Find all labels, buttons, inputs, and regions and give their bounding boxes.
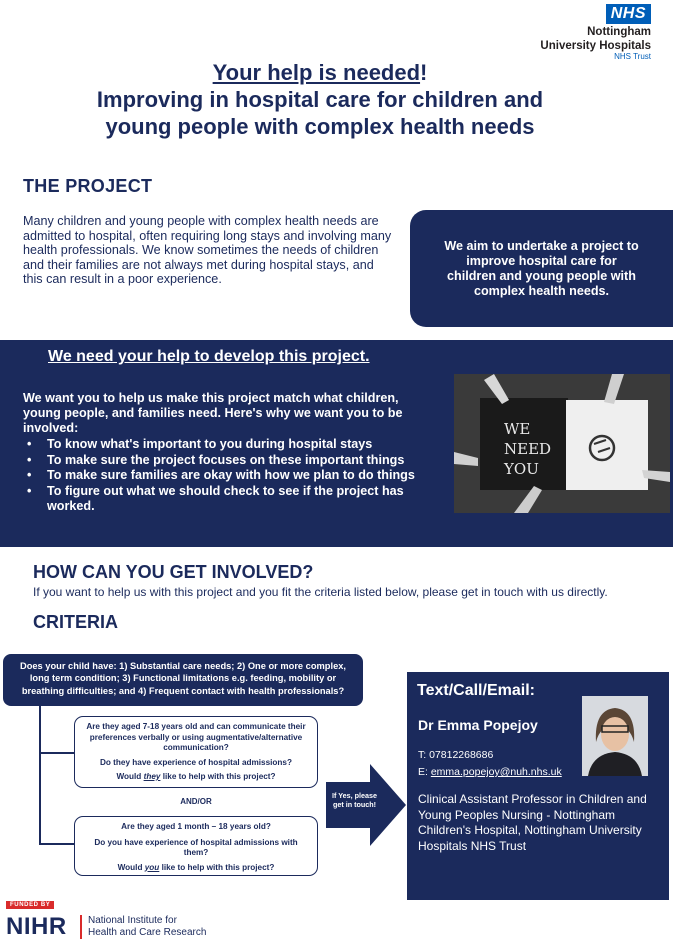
criteria-box-younger [74, 816, 318, 876]
nihr-name [88, 915, 206, 938]
criteria-q: Do you have experience of hospital admissions with them? [94, 837, 298, 857]
criteria-q: Are they aged 1 month – 18 years old? [121, 822, 271, 831]
tree-branch [39, 843, 75, 845]
list-item: • To know what's important to you during hospital stays [23, 437, 438, 453]
funded-by-label: FUNDED BY [6, 901, 54, 909]
criteria-heading: CRITERIA [33, 612, 118, 632]
avatar [582, 696, 648, 776]
nihr-divider [80, 915, 82, 939]
title-exclaim: ! [420, 60, 428, 85]
photo-word: YOU [504, 460, 539, 478]
photo-word: WE [504, 420, 531, 438]
nhs-logo [491, 4, 651, 62]
criteria-q: Do they have experience of hospital admissions? [99, 757, 292, 767]
andor-label: AND/OR [180, 797, 212, 806]
page-title [0, 60, 640, 140]
person-photo-icon [582, 696, 648, 776]
help-heading: We need your help to develop this project. [48, 348, 370, 365]
criteria-q-help [83, 863, 309, 874]
criteria-box-older [74, 716, 318, 788]
we-need-you-photo [454, 374, 670, 513]
contact-email [418, 766, 562, 778]
criteria-q-em: they [143, 772, 161, 781]
title-underlined: Your help is needed [212, 60, 421, 85]
involved-heading: HOW CAN YOU GET INVOLVED? [33, 562, 314, 582]
arrow-text: If Yes, please get in touch! [331, 791, 378, 809]
title-line3: young people with complex health needs [105, 114, 535, 139]
nihr-logo: NIHR [6, 913, 67, 940]
aim-box [410, 210, 673, 327]
list-item: • To figure out what we should check to see if the project has worked. [23, 484, 438, 515]
list-item: • To make sure the project focuses on these important things [23, 453, 438, 469]
criteria-q-post: like to help with this project? [159, 862, 275, 872]
criteria-q-help [83, 772, 309, 783]
criteria-q-post: like to help with this project? [160, 772, 276, 781]
nhs-org-line2: University Hospitals [540, 40, 651, 52]
contact-email-label: E: [418, 766, 431, 778]
aim-text: We aim to undertake a project to improve hospital care for children and young people with complex health needs. [444, 238, 639, 298]
nihr-name-line1: National Institute for [88, 915, 177, 926]
help-list [23, 437, 438, 515]
criteria-q-em: you [144, 862, 160, 872]
criteria-q-pre: Would [117, 862, 145, 872]
project-heading: THE PROJECT [23, 176, 153, 196]
involved-body: If you want to help us with this project and you fit the criteria listed below, please get in touch with us directly. [33, 585, 608, 599]
list-item: • To make sure families are okay with how we plan to do things [23, 468, 438, 484]
nhs-org-line1: Nottingham [587, 26, 651, 38]
contact-role: Clinical Assistant Professor in Children and Young Peoples Nursing - Nottingham Children's Hospital, Nottingham University Hospitals NHS Trust [418, 792, 647, 853]
photo-word: NEED [504, 440, 552, 458]
criteria-q-pre: Would [116, 772, 144, 781]
nihr-name-line2: Health and Care Research [88, 926, 207, 938]
tree-branch [39, 752, 75, 754]
project-body: Many children and young people with complex health needs are admitted to hospital, often requiring long stays and involving many health professionals. We know sometimes the needs of children and their families are not always met during hospital stays, and this can result in a poor experience. [23, 214, 392, 286]
criteria-main-question: Does your child have: 1) Substantial care needs; 2) One or more complex, long term condition; 3) Functional limitations e.g. feeding, mobility or breathing difficulties; and 4) Frequent contact with health professionals? [3, 654, 363, 706]
we-need-you-illustration [454, 374, 670, 513]
help-intro: We want you to help us make this project match what children, young people, and families need. Here's why we want you to be involved: [23, 391, 403, 435]
contact-email-link[interactable]: emma.popejoy@nuh.nhs.uk [430, 766, 562, 778]
nhs-trust: NHS Trust [614, 52, 651, 61]
contact-heading: Text/Call/Email: [417, 682, 535, 699]
tree-connector [39, 706, 41, 844]
contact-name: Dr Emma Popejoy [418, 717, 538, 733]
contact-phone[interactable]: T: 07812268686 [418, 749, 494, 761]
nhs-badge: NHS [606, 4, 651, 24]
title-line2: Improving in hospital care for children and [96, 87, 544, 112]
criteria-q: Are they aged 7-18 years old and can communicate their preferences verbally or using augmentative/alternative communication? [86, 722, 306, 752]
contact-box [407, 672, 669, 900]
